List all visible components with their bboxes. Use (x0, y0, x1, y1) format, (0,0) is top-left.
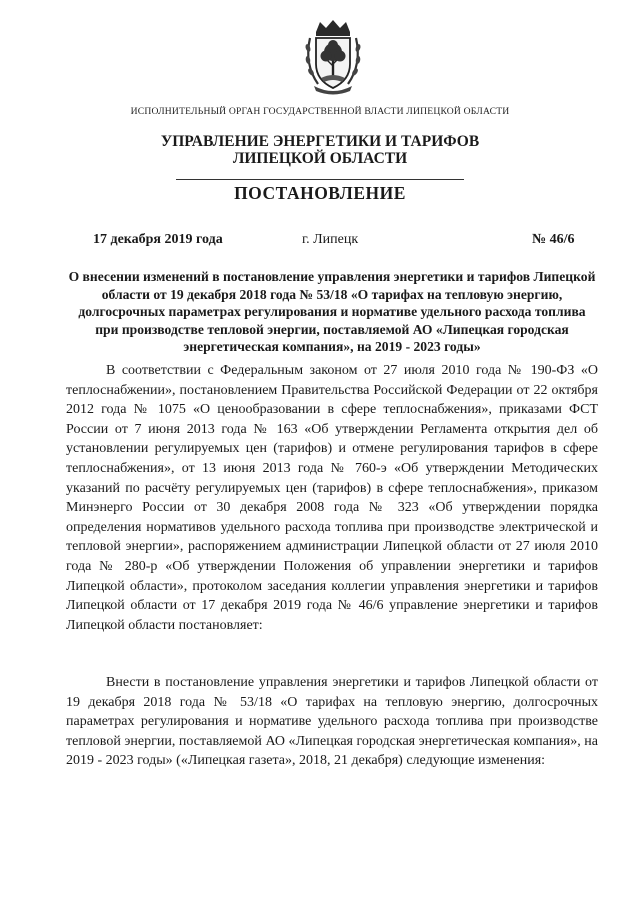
document-subject: О внесении изменений в постановление управления энергетики и тарифов Липецкой области от 19 декабря 2018 года № 53/18 «О тарифах на тепловую энергию, долгосрочных параметрах регулирования и нормативе удельного расхода топлива при производстве тепловой энергии, поставляемой АО «Липецкая городская энергетическая компания», на 2019 - 2023 годы» (68, 269, 596, 355)
document-number: № 46/6 (532, 232, 575, 247)
coat-of-arms-emblem (302, 18, 364, 96)
header-divider (176, 179, 464, 180)
document-type-title: ПОСТАНОВЛЕНИЕ (234, 183, 406, 203)
department-title-line2: ЛИПЕЦКОЙ ОБЛАСТИ (232, 150, 408, 167)
body-paragraph-amendment: Внести в постановление управления энергетики и тарифов Липецкой области от 19 декабря 2018 года № 53/18 «О тарифах на тепловую энергию, долгосрочных параметрах регулирования и нормативе удельного расхода топлива при производстве тепловой энергии, поставляемой АО «Липецкая городская энергетическая компания», на 2019 - 2023 годы» («Липецкая газета», 2018, 21 декабря) следующие изменения: (66, 675, 598, 769)
document-city: г. Липецк (302, 232, 359, 247)
document-date: 17 декабря 2019 года (93, 232, 223, 247)
body-paragraph-preamble: В соответствии с Федеральным законом от 27 июля 2010 года № 190-ФЗ «О теплоснабжении», постановлением Правительства Российской Федерации от 22 октября 2012 года № 1075 «О ценообразовании в сфере теплоснабжения», приказами ФСТ России от 7 июня 2013 года № 163 «Об утверждении Регламента открытия дел об установлении регулируемых цен (тарифов) и отмене регулирования тарифов в сфере теплоснабжения», от 13 июня 2013 года № 760-э «Об утверждении Методических указаний по расчёту регулируемых цен (тарифов) в сфере теплоснабжения», приказом Минэнерго России от 30 декабря 2008 года № 323 «Об утверждении порядка определения нормативов удельного расхода топлива при производстве электрической и тепловой энергии», распоряжением администрации Липецкой области от 27 июля 2010 года № 280-р «Об утверждении Положения об управлении энергетики и тарифов Липецкой области», протоколом заседания коллегии управления энергетики и тарифов Липецкой области от 17 декабря 2019 года № 46/6 управление энергетики и тарифов Липецкой области постановляет: (66, 363, 598, 633)
department-title-line1: УПРАВЛЕНИЕ ЭНЕРГЕТИКИ И ТАРИФОВ (160, 133, 480, 150)
agency-name: ИСПОЛНИТЕЛЬНЫЙ ОРГАН ГОСУДАРСТВЕННОЙ ВЛАСТИ ЛИПЕЦКОЙ ОБЛАСТИ (130, 106, 510, 117)
